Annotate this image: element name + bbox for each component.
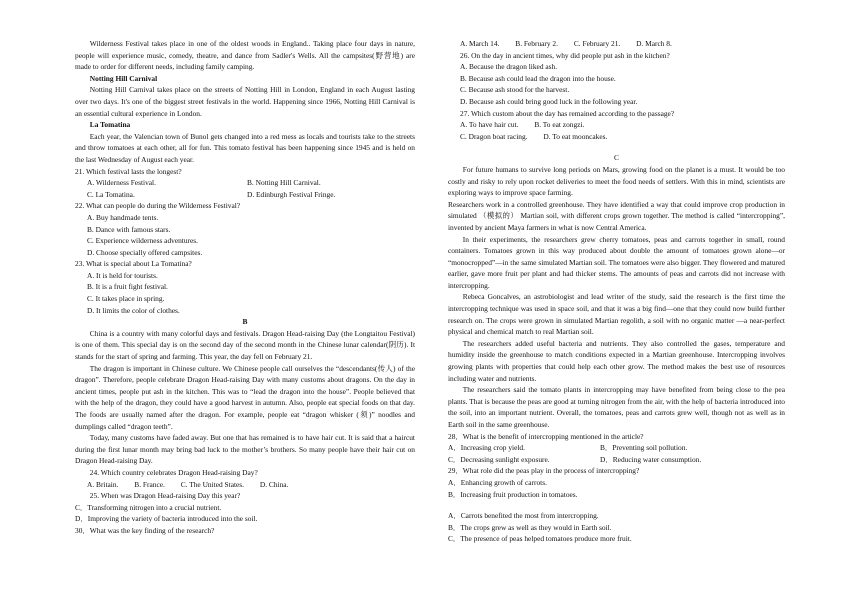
- q28-option-a: A．Increasing crop yield.: [448, 443, 525, 453]
- q28-options-row1: [448, 442, 785, 454]
- q26-option-c: C. Because ash stood for the harvest.: [460, 85, 570, 95]
- section-c-heading: C: [614, 153, 619, 163]
- nitrogen-paragraph: The researchers said the tomato plants in intercropping may have benefited from being close to the pea plants. That is because the peas are good at turning nitrogen from the air, with the help of bacteria introduced into the soil, into an important nutrient. Overall, the tomatoes, peas and carrots grew well, though not as well as in Earth soil in the same greenhouse.: [448, 385, 785, 429]
- q30-option-c: C．The presence of peas helped tomatoes produce more fruit.: [448, 534, 632, 544]
- notting-hill-heading: Notting Hill Carnival: [89, 73, 158, 83]
- question-26: 26. On the day in ancient times, why did people put ash in the kitchen?: [460, 50, 670, 60]
- haircut-paragraph: Today, many customs have faded away. But one that has remained is to have hair cut. It is said that a haircut during the first lunar month may bring bad luck to the mother’s brothers. So many people have their hair cut on Dragon Head-raising Day.: [75, 433, 415, 466]
- q21-options-row1: [75, 177, 415, 189]
- q22-option-d: D. Choose specially offered campsites.: [87, 247, 203, 257]
- q29-option-d: D．Improving the variety of bacteria introduced into the soil.: [75, 514, 258, 524]
- q29-option-c: C．Transforming nitrogen into a crucial nutrient.: [75, 502, 222, 512]
- spacer: [448, 142, 785, 152]
- q27-options-row1: [448, 119, 785, 131]
- left-column: [75, 38, 415, 537]
- mars-intro-paragraph: For future humans to survive long periods on Mars, growing food on the planet is a must. It would be too costly and risky to rely upon rocket deliveries to meet the food needs of settlers. With this in mind, scientists are exploring ways to improve space farming.: [448, 164, 785, 198]
- q23-option-d: D. It limits the color of clothes.: [87, 305, 180, 315]
- q28-option-d: D．Reducing water consumption.: [600, 454, 702, 464]
- q23-option-a: A. It is held for tourists.: [87, 270, 158, 280]
- spacer: [448, 500, 785, 510]
- q25-option-c: C. February 21.: [573, 39, 621, 48]
- tomatina-paragraph: Each year, the Valencian town of Bunol gets changed into a red mess as locals and tourists take to the streets and throw tomatoes at each other, all for fun. This tomato festival has been happening since 1945 and is held on the last Wednesday of August each year.: [75, 131, 415, 164]
- q25-option-b: B. February 2.: [515, 39, 558, 48]
- q25-option-d: D. March 8.: [636, 39, 672, 48]
- goncalves-paragraph: Rebeca Goncalves, an astrobiologist and lead writer of the study, said the research is the first time the intercropping technique was used in space soil, and that it was a big find—one that they could now build further research on. The crops were grown in simulated Martian regolith, a soil with no organic matter —a near-perfect physical and chemical match to real Martian soil.: [448, 292, 785, 337]
- question-24: 24. Which country celebrates Dragon Head-raising Day?: [89, 467, 258, 477]
- q22-option-c: C. Experience wilderness adventures.: [87, 236, 199, 246]
- q25-options: [448, 38, 785, 50]
- q24-option-c: C. The United States.: [180, 479, 245, 489]
- dragon-customs-paragraph: The dragon is important in Chinese culture. We Chinese people call ourselves the “descendants(传人) of the dragon”. Therefore, people celebrate Dragon Head-raising Day with many customs about dragons. On the day in ancient times, people put ash in the kitchen. This was to “lead the dragon into the house”. People believed that with the help of the dragon, they could have a good harvest in autumn. Also, people eat special foods on that day. The foods are usually named after the dragon. For example, people eat “dragon whisker (须)” noodles and dumplings called “dragon teeth”.: [75, 363, 415, 431]
- question-29: 29．What role did the peas play in the process of intercropping?: [448, 466, 640, 476]
- question-25: 25. When was Dragon Head-raising Day this year?: [89, 491, 241, 501]
- q24-options: [75, 479, 415, 491]
- q27-options-row2: [448, 131, 785, 143]
- q21-option-d: D. Edinburgh Festival Fringe.: [247, 189, 336, 199]
- section-b-heading: B: [242, 317, 248, 327]
- q24-option-d: D. China.: [259, 479, 289, 489]
- q25-option-a: A. March 14.: [460, 39, 500, 48]
- question-28: 28．What is the benefit of intercropping mentioned in the article?: [448, 431, 644, 441]
- q24-option-b: B. France.: [134, 479, 165, 489]
- q27-option-b: B. To eat zongzi.: [534, 120, 585, 130]
- question-27: 27. Which custom about the day has remained according to the passage?: [460, 108, 675, 118]
- q21-options-row2: [75, 189, 415, 201]
- q28-options-row2: [448, 454, 785, 466]
- question-23: 23. What is special about La Tomatina?: [75, 259, 192, 269]
- q27-option-d: D. To eat mooncakes.: [543, 131, 608, 141]
- dragon-intro-paragraph: China is a country with many colorful days and festivals. Dragon Head-raising Day (the Longtaitou Festival) is one of them. This special day is on the second day of the second month in the Chinese lunar calendar(阴历). It stands for the start of spring and farming. This year, the day fell on February 21.: [75, 328, 415, 362]
- q23-option-b: B. It is a fruit fight festival.: [87, 282, 168, 292]
- q23-option-c: C. It takes place in spring.: [87, 294, 165, 304]
- right-column: [448, 38, 785, 545]
- question-22: 22. What can people do during the Wilderness Festival?: [75, 201, 241, 211]
- conditions-paragraph: The researchers added useful bacteria and nutrients. They also controlled the gases, temperature and humidity inside the greenhouse to match conditions expected in a Martian greenhouse. Intercropping involves growing plants with properties that could help each other grow. The method makes the best use of resources including water and nutrients.: [448, 338, 785, 383]
- q24-option-a: A. Britain.: [87, 479, 119, 489]
- q22-option-b: B. Dance with famous stars.: [87, 224, 171, 234]
- q21-option-a: A. Wilderness Festival.: [87, 178, 156, 188]
- notting-hill-paragraph: Notting Hill Carnival takes place on the streets of Notting Hill in London, England in each August lasting over two days. It's one of the biggest street festivals in the world. Happening since 1966, Notting Hill Carnival is an essential cultural experience in London.: [75, 85, 415, 118]
- q21-option-c: C. La Tomatina.: [87, 189, 135, 199]
- q30-option-b: B．The crops grew as well as they would in Earth soil.: [448, 522, 612, 532]
- question-21: 21. Which festival lasts the longest?: [75, 166, 182, 176]
- q28-option-b: B．Preventing soil pollution.: [600, 443, 688, 453]
- experiment-paragraph: In their experiments, the researchers grew cherry tomatoes, peas and carrots together in small, round containers. Tomatoes grown in this way produced about double the amount of tomatoes grown alone—or “monocropped”—in the same simulated Martian soil. The tomatoes were also bigger. They flowered and matured earlier, gave more fruit per plant and had thicker stems. The amounts of peas and carrots did not increase with intercropping.: [448, 234, 785, 290]
- q26-option-a: A. Because the dragon liked ash.: [460, 62, 558, 72]
- q30-option-a: A．Carrots benefited the most from intercropping.: [448, 511, 599, 521]
- q27-option-a: A. To have hair cut.: [460, 120, 519, 130]
- q26-option-b: B. Because ash could lead the dragon into the house.: [460, 73, 616, 83]
- q26-option-d: D. Because ash could bring good luck in the following year.: [460, 96, 638, 106]
- wilderness-paragraph: Wilderness Festival takes place in one of the oldest woods in England.. Taking place four days in nature, people will experience music, comedy, theatre, and dance from Sadler's Wells. All the campsites(野营地) are made to order for different needs, including family camping.: [75, 39, 415, 72]
- q27-option-c: C. Dragon boat racing.: [460, 131, 528, 141]
- q21-option-b: B. Notting Hill Carnival.: [247, 178, 321, 188]
- q22-option-a: A. Buy handmade tents.: [87, 212, 159, 222]
- tomatina-heading: La Tomatina: [89, 120, 131, 130]
- question-30: 30．What was the key finding of the research?: [75, 525, 215, 535]
- q28-option-c: C．Decreasing sunlight exposure.: [448, 454, 550, 464]
- q29-option-a: A．Enhancing growth of carrots.: [448, 477, 547, 487]
- q29-option-b: B．Increasing fruit production in tomatoes.: [448, 489, 578, 499]
- greenhouse-paragraph: Researchers work in a controlled greenhouse. They have identified a way that could improve crop production in simulated （模拟的） Martian soil, with different crops grown together. The method is called “intercropping”, invented by ancient Maya farmers in what is now Central America.: [448, 199, 785, 232]
